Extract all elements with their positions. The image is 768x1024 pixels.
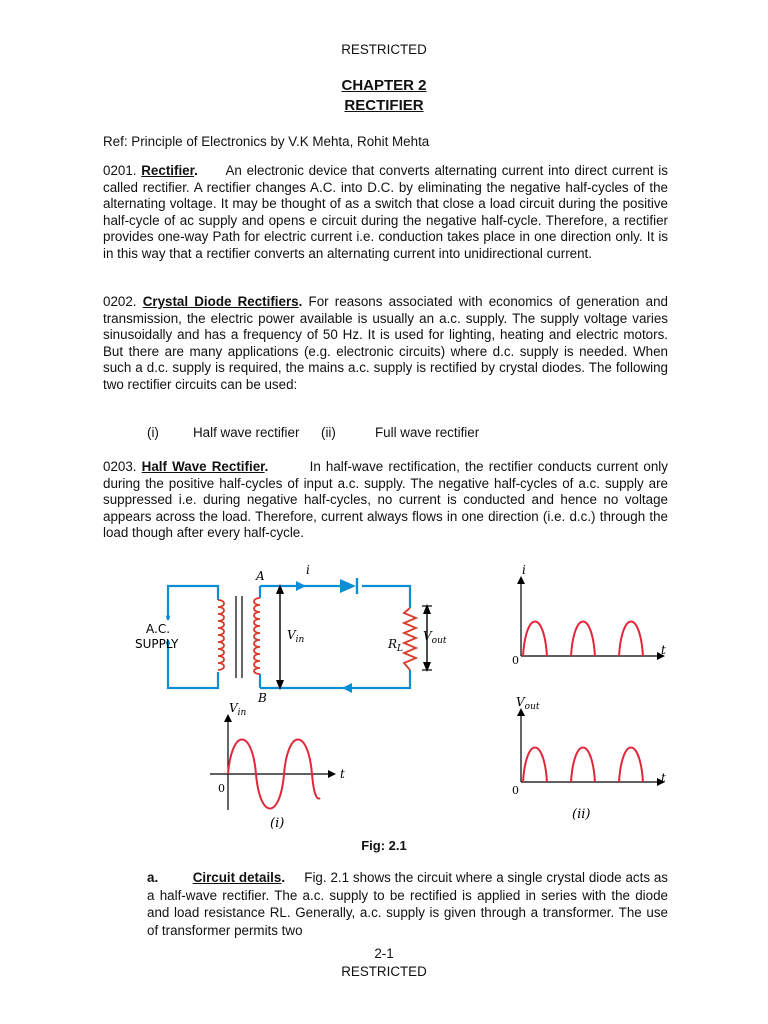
para-heading: Crystal Diode Rectifiers <box>142 294 299 309</box>
list-item-text: Half wave rectifier <box>193 425 300 440</box>
para-number: 0203. <box>103 459 137 474</box>
transformer-secondary-coil-icon <box>254 598 260 674</box>
transformer-primary-coil-icon <box>218 600 224 670</box>
figure-label-i: (i) <box>270 816 285 831</box>
node-a-label: A <box>256 569 265 583</box>
svg-text:t: t <box>661 643 666 657</box>
svg-text:Vout: $V_{out}$ <box>516 695 540 712</box>
half-wave-rectifier-figure <box>0 560 768 840</box>
para-number: a. <box>147 870 159 885</box>
para-body: For reasons associated with economics of generation and transmission, the electric power available is usually an a.c. supply. The supply voltage varies sinusoidally and has a frequency of 50 Hz. It is used for lighting, heating and electric motors. But there are many applications (e.g. electronic circuits) where d.c. supply is needed. When such a d.c. supply is required, the mains a.c. supply is rectified by crystal diodes. The following two rectifier circuits can be used: <box>103 294 668 392</box>
graph-vin <box>210 701 345 831</box>
graph-current <box>512 563 666 667</box>
para-0202: 0202. Crystal Diode Rectifiers. For reasons associated with economics of generation and transmission, the electric power available is usually an a.c. supply. The supply voltage varies sinusoidally and has a frequency of 50 Hz. It is used for lighting, heating and electric motors. But there are many applications (e.g. electronic circuits) where d.c. supply is needed. When such a d.c. supply is required, the mains a.c. supply is rectified by crystal diodes. The following two rectifier circuits can be used: <box>103 294 668 392</box>
resistor-icon <box>404 608 416 670</box>
current-arrow-icon <box>296 581 306 591</box>
svg-text:t: t <box>340 767 345 781</box>
ac-label: A.C. <box>146 622 171 636</box>
current-label: i <box>306 563 310 577</box>
chapter-number: CHAPTER 2 <box>341 77 427 94</box>
rl-label: $R_L$ <box>388 637 404 654</box>
terminal-icon <box>166 615 170 619</box>
para-heading: Half Wave Rectifier <box>141 459 265 474</box>
supply-label: SUPPLY <box>135 637 179 651</box>
reference-line: Ref: Principle of Electronics by V.K Mehta, Rohit Mehta <box>103 134 430 149</box>
para-0203: 0203. Half Wave Rectifier. In half-wave rectification, the rectifier conducts current only during the positive half-cycles of input a.c. supply. The negative half-cycles of a.c. supply are suppressed i.e. during negative half-cycles, no current is conducted and hence no voltage appears across the load. Therefore, current always flows in one direction (i.e. d.c.) through the load though after every half-cycle. <box>103 459 668 540</box>
svg-text:Vin: $V_{in}$ <box>229 701 247 718</box>
para-0201: 0201. Rectifier. An electronic device that converts alternating current into direct current is called rectifier. A rectifier changes A.C. into D.C. by eliminating the negative half-cycles of the alternating voltage. It may be thought of as a switch that close a load circuit during the positive half-cycle of ac supply and opens e circuit during the negative half-cycle. Therefore, a rectifier provides one-way Path for electric current i.e. conduction takes place in one direction only. It is in this way that a rectifier converts an alternating current into unidirectional current. <box>103 163 668 261</box>
current-arrow-icon <box>342 683 352 693</box>
list-item: (i) <box>147 425 159 440</box>
diode-icon <box>340 579 356 593</box>
para-body: In half-wave rectification, the rectifier conducts current only during the positive half-cycles of input a.c. supply. The negative half-cycles of a.c. supply are suppressed i.e. during negative half-cycles, no current is conducted and hence no voltage appears across the load. Therefore, current always flows in one direction (i.e. d.c.) through the load though after every half-cycle. <box>103 459 668 540</box>
para-heading: Circuit details <box>192 870 282 885</box>
para-body: An electronic device that converts alternating current into direct current is called rectifier. A rectifier changes A.C. into D.C. by eliminating the negative half-cycles of the alternating voltage. It may be thought of as a switch that close a load circuit during the positive half-cycle of ac supply and opens e circuit during the negative half-cycle. Therefore, a rectifier provides one-way Path for electric current i.e. conduction takes place in one direction only. It is in this way that a rectifier converts an alternating current into unidirectional current. <box>103 163 668 261</box>
header-marking: RESTRICTED <box>341 42 427 57</box>
svg-text:0: 0 <box>512 654 519 667</box>
para-a: a. Circuit details. Fig. 2.1 shows the circuit where a single crystal diode acts as a half-wave rectifier. The a.c. supply to be rectified is applied in series with the diode and load resistance RL. Generally, a.c. supply is given through a transformer. The use of transformer permits two <box>147 870 668 938</box>
svg-text:0: 0 <box>512 784 519 797</box>
svg-text:t: t <box>661 771 666 785</box>
list-item: (ii) <box>321 425 336 440</box>
graph-vout <box>512 695 666 822</box>
vin-label: $V_{in}$ <box>287 628 305 645</box>
vout-label: $V_{out}$ <box>423 629 447 646</box>
para-number: 0202. <box>103 294 137 309</box>
figure-caption: Fig: 2.1 <box>361 838 407 853</box>
para-body: Fig. 2.1 shows the circuit where a single crystal diode acts as a half-wave rectifier. The a.c. supply to be rectified is applied in series with the diode and load resistance RL. Generally, a.c. supply is given through a transformer. The use of transformer permits two <box>147 870 668 938</box>
para-number: 0201. <box>103 163 137 178</box>
footer-marking: RESTRICTED <box>341 964 427 979</box>
figure-label-ii: (ii) <box>572 807 591 822</box>
chapter-title: RECTIFIER <box>344 97 424 114</box>
page-number: 2-1 <box>374 946 394 961</box>
svg-text:i: i <box>522 563 526 577</box>
svg-text:0: 0 <box>218 782 225 795</box>
list-item-text: Full wave rectifier <box>375 425 480 440</box>
para-heading: Rectifier <box>141 163 195 178</box>
node-b-label: B <box>258 691 267 705</box>
